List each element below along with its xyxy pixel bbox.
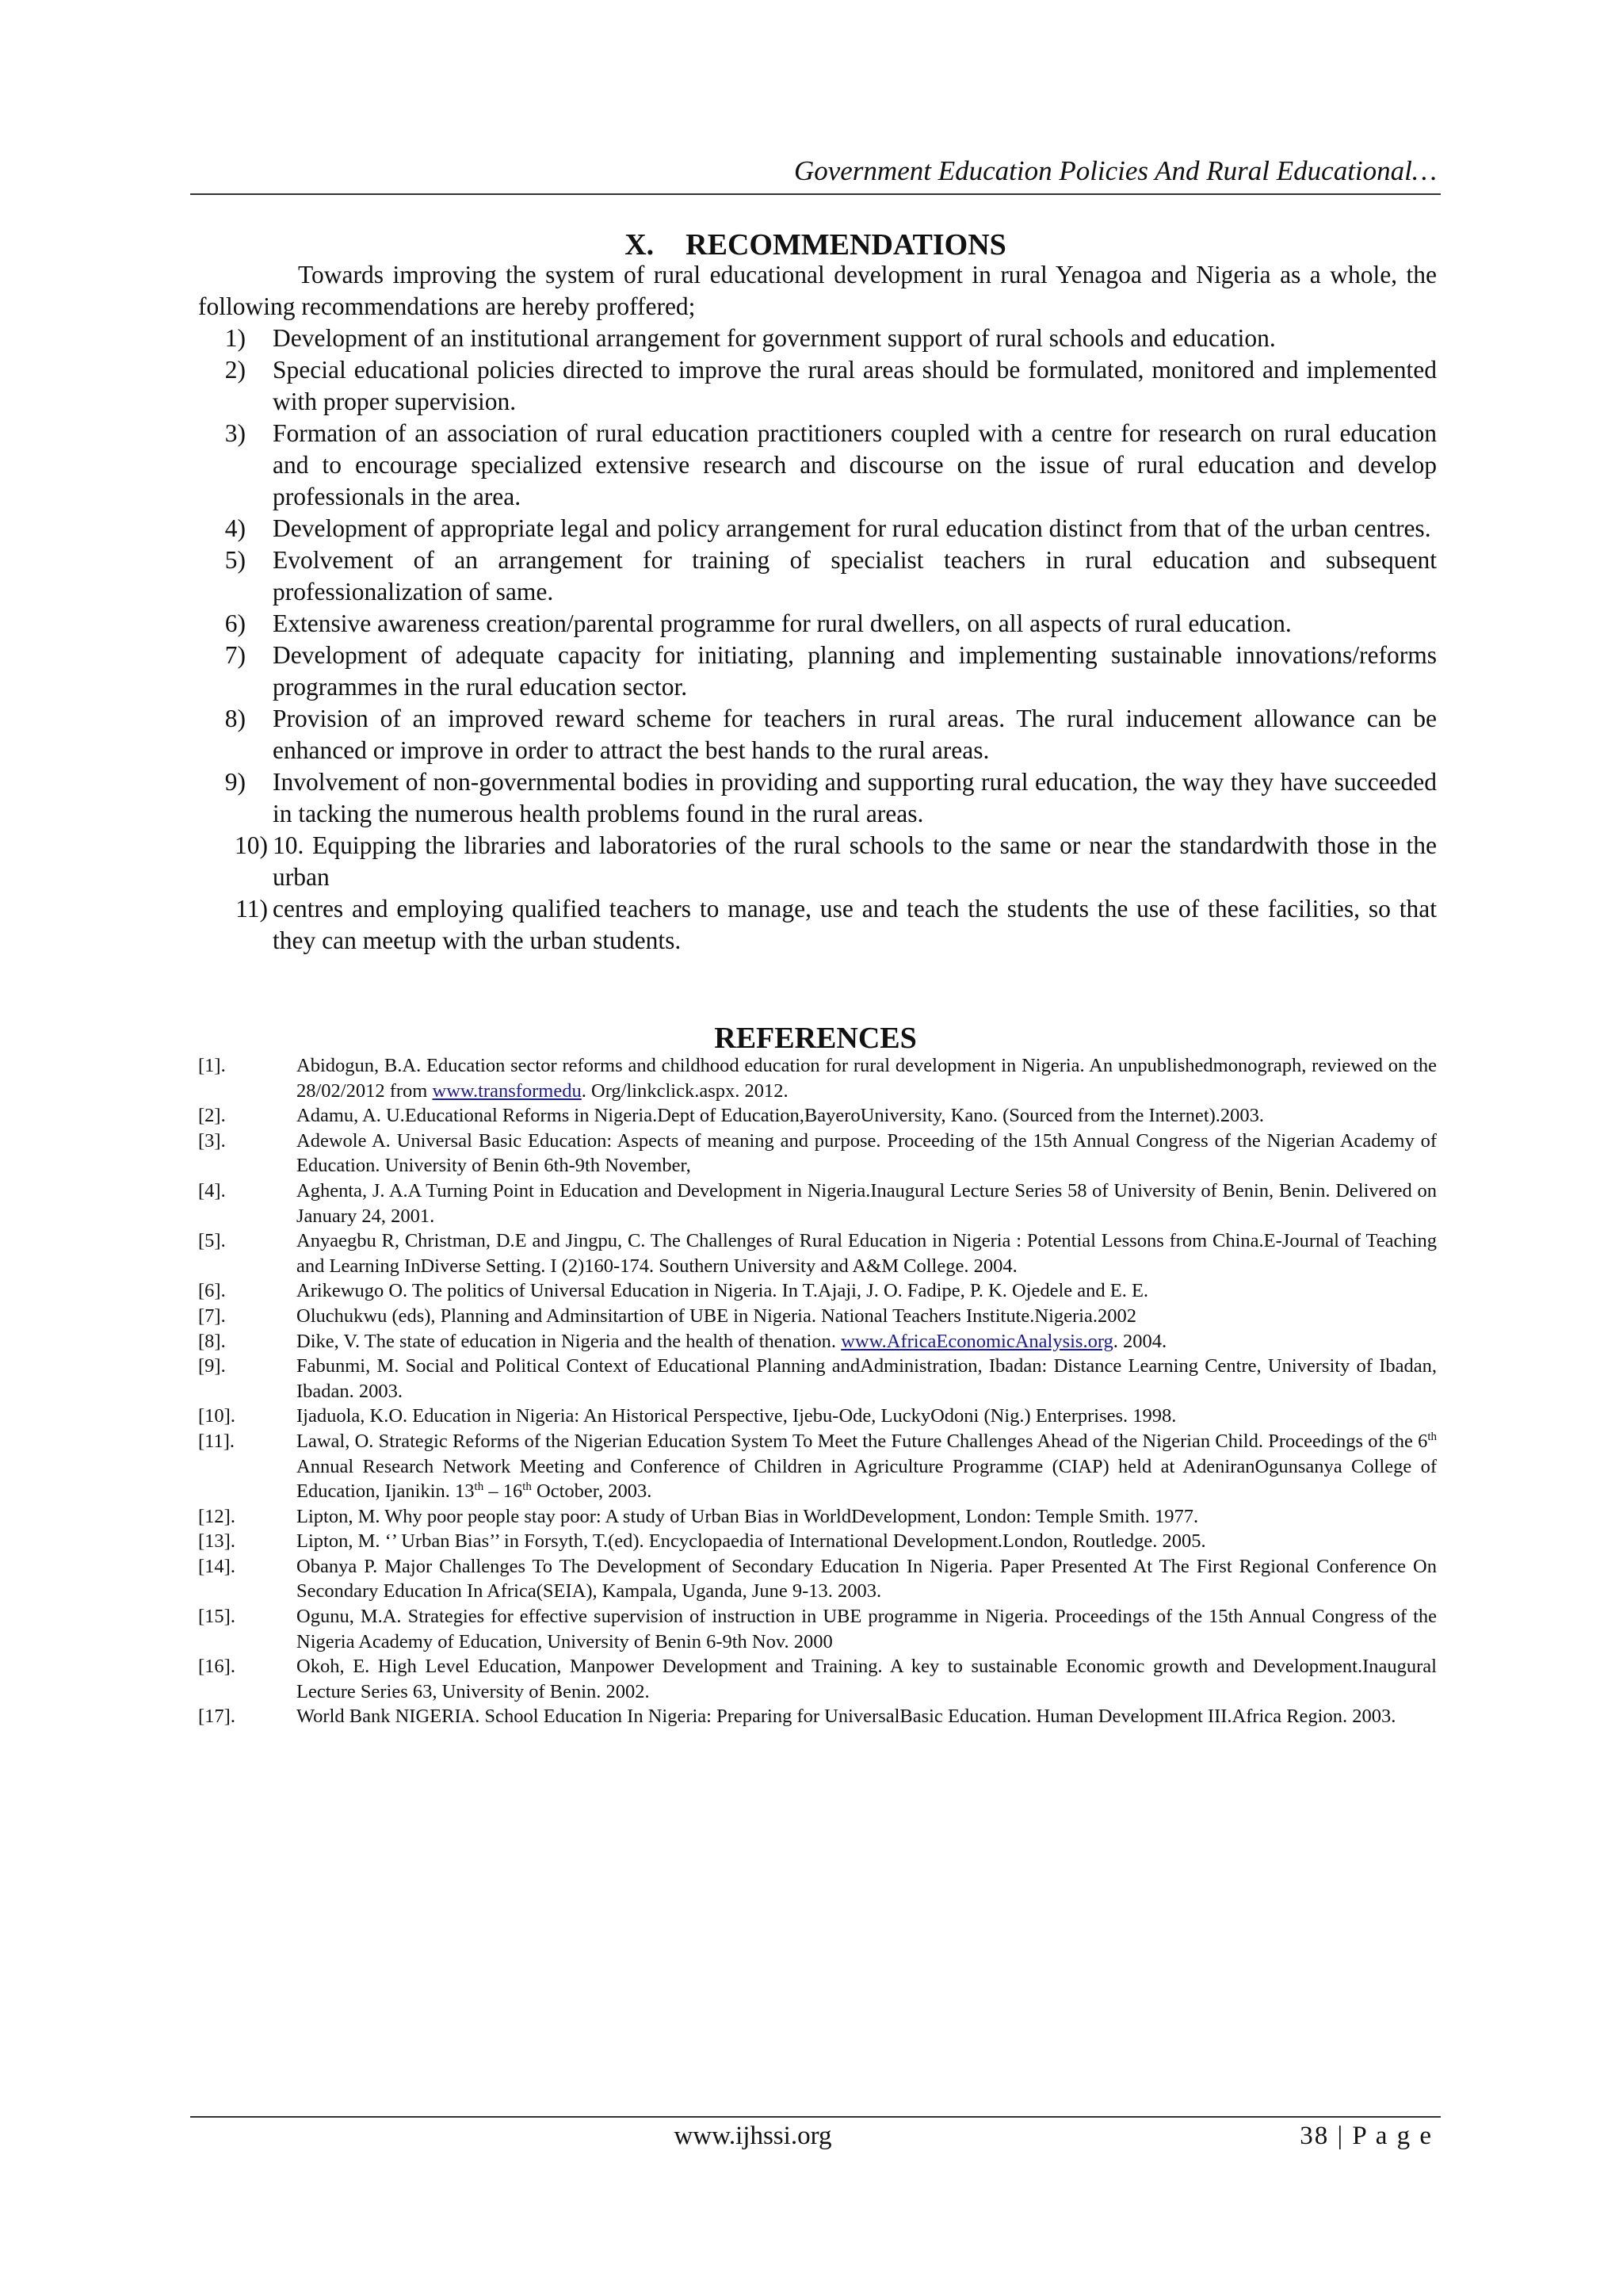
reference-number: [13]. [198,1530,235,1553]
reference-number: [12]. [198,1505,235,1527]
reference-text: Arikewugo O. The politics of Universal Education in Nigeria. In T.Ajaji, J. O. Fadipe, P. K. Ojedele and E. E. [296,1280,1149,1302]
reference-text: Lipton, M. ‘’ Urban Bias’’ in Forsyth, T.(ed). Encyclopaedia of International Development.London, Routledge. 2005. [296,1530,1206,1553]
recommendation-number: 11) [235,895,268,923]
reference-item [198,1504,1437,1530]
reference-text: Adamu, A. U.Educational Reforms in Nigeria.Dept of Education,BayeroUniversity, Kano. (Sourced from the Internet).2003. [296,1105,1265,1127]
recommendation-text: Evolvement of an arrangement for training of specialist teachers in rural education and subsequent professionalization of same. [273,546,1437,606]
references-list [198,1053,1437,1729]
reference-number: [17]. [198,1706,235,1728]
reference-number: [4]. [198,1179,226,1201]
reference-item [198,1228,1437,1278]
recommendation-text: Development of an institutional arrangement for government support of rural schools and education. [273,324,1276,352]
recommendation-item [198,544,1437,608]
reference-item [198,1704,1437,1729]
reference-item [198,1329,1437,1354]
references-heading: REFERENCES [714,1022,917,1055]
recommendation-number: 6) [224,609,246,637]
recommendation-number: 3) [224,419,246,447]
intro-paragraph: Towards improving the system of rural educational development in rural Yenagoa and Nigeria as a whole, the following recommendations are hereby proffered; [198,261,1437,320]
section-heading [190,227,1441,263]
reference-number: [6]. [198,1280,226,1302]
reference-number: [9]. [198,1355,226,1377]
reference-text: Obanya P. Major Challenges To The Development of Secondary Education In Nigeria. Paper Presented At The First Regional Conference On Secondary Education In Africa(SEIA), Kampala, Uganda, June 9-13. 2003. [296,1555,1437,1603]
reference-number: [2]. [198,1105,226,1127]
reference-link[interactable]: www.transformedu [432,1079,582,1102]
reference-text: Annual Research Network Meeting and Conference of Children in Agriculture Programme (CIAP) held at AdeniranOgunsanya College of Education, Ijanikin. 13 [296,1455,1437,1503]
reference-link[interactable]: www.AfricaEconomicAnalysis.org [841,1330,1113,1352]
reference-number: [15]. [198,1606,235,1628]
ordinal-superscript: th [474,1480,484,1493]
recommendation-text: Development of appropriate legal and policy arrangement for rural education distinct from that of the urban centres. [273,514,1431,542]
reference-item [198,1129,1437,1179]
recommendation-item [198,513,1437,544]
reference-number: [5]. [198,1230,226,1252]
reference-text: Ogunu, M.A. Strategies for effective supervision of instruction in UBE programme in Nigeria. Proceedings of the 15th Annual Congress of the Nigeria Academy of Education, University of Benin 6-9th Nov. 2000 [296,1606,1437,1652]
footer-url: www.ijhssi.org [674,2122,832,2150]
header-divider [190,193,1441,195]
recommendation-text: Involvement of non-governmental bodies in providing and supporting rural education, the way they have succeeded in tacking the numerous health problems found in the rural areas. [273,768,1437,827]
reference-text: Abidogun, B.A. Education sector reforms and childhood education for rural development in Nigeria. An unpublishedmonograph, reviewed on the 28/02/2012 from [296,1055,1437,1102]
recommendation-text: Special educational policies directed to improve the rural areas should be formulated, monitored and implemented with proper supervision. [273,356,1437,415]
reference-text: Dike, V. The state of education in Nigeria and the health of thenation. [296,1330,842,1352]
recommendation-item [198,830,1437,893]
recommendation-number: 7) [224,641,246,669]
recommendation-number: 4) [224,514,246,542]
reference-number: [1]. [198,1055,226,1076]
reference-item [198,1278,1437,1304]
recommendation-text: Formation of an association of rural education practitioners coupled with a centre for research on rural education and to encourage specialized extensive research and discourse on the issue of rural education and develop professionals in the area. [273,419,1437,510]
reference-text: Aghenta, J. A.A Turning Point in Education and Development in Nigeria.Inaugural Lecture Series 58 of University of Benin, Benin. Delivered on January 24, 2001. [296,1179,1437,1227]
recommendation-number: 9) [224,768,246,796]
reference-text: . Org/linkclick.aspx. 2012. [581,1079,789,1102]
recommendation-item [198,418,1437,513]
reference-item [198,1604,1437,1654]
ordinal-superscript: th [1427,1430,1437,1443]
recommendation-number: 8) [224,705,246,732]
reference-number: [16]. [198,1656,235,1678]
reference-text: Lipton, M. Why poor people stay poor: A study of Urban Bias in WorldDevelopment, London: Temple Smith. 1977. [296,1505,1199,1527]
reference-number: [11]. [198,1430,235,1452]
recommendation-text: Development of adequate capacity for initiating, planning and implementing sustainable innovations/reforms programmes in the rural education sector. [273,641,1437,701]
recommendations-list [198,323,1437,957]
reference-text: Ijaduola, K.O. Education in Nigeria: An Historical Perspective, Ijebu-Ode, LuckyOdoni (Nig.) Enterprises. 1998. [296,1405,1177,1427]
recommendations-body [198,259,1437,957]
reference-number: [3]. [198,1129,226,1152]
reference-text: World Bank NIGERIA. School Education In Nigeria: Preparing for UniversalBasic Education. Human Development III.Africa Region. 2003. [296,1706,1396,1728]
reference-number: [14]. [198,1555,235,1577]
recommendation-item [198,354,1437,418]
recommendation-item [198,766,1437,830]
ordinal-superscript: th [522,1480,532,1493]
reference-item [198,1304,1437,1329]
reference-item [198,1404,1437,1429]
reference-item [198,1429,1437,1504]
reference-item [198,1179,1437,1228]
reference-text: – 16 [483,1480,523,1503]
recommendation-item [198,640,1437,703]
section-number: X. [624,228,655,262]
reference-text: Adewole A. Universal Basic Education: Aspects of meaning and purpose. Proceeding of the 15th Annual Congress of the Nigerian Academy of Education. University of Benin 6th-9th November, [296,1129,1437,1177]
reference-number: [8]. [198,1330,226,1352]
recommendation-text: Extensive awareness creation/parental programme for rural dwellers, on all aspects of rural education. [273,609,1292,637]
recommendation-item [198,703,1437,766]
reference-text: Okoh, E. High Level Education, Manpower Development and Training. A key to sustainable Economic growth and Development.Inaugural Lecture Series 63, University of Benin. 2002. [296,1656,1437,1702]
reference-number: [10]. [198,1405,235,1427]
reference-item [198,1354,1437,1404]
recommendation-number: 1) [224,324,246,352]
reference-text: October, 2003. [531,1480,652,1503]
reference-item [198,1529,1437,1554]
recommendation-item [198,323,1437,354]
reference-text: Anyaegbu R, Christman, D.E and Jingpu, C. The Challenges of Rural Education in Nigeria : Potential Lessons from China.E-Journal of Teaching and Learning InDiverse Setting. I (2)160-174. Southern University and A&M College. 2004. [296,1230,1437,1277]
reference-item [198,1654,1437,1704]
reference-text: Lawal, O. Strategic Reforms of the Nigerian Education System To Meet the Future Challenges Ahead of the Nigerian Child. Proceedings of the 6 [296,1430,1428,1452]
running-header: Government Education Policies And Rural Educational… [793,155,1437,186]
page-number: 38 | P a g e [1300,2122,1433,2150]
reference-item [198,1103,1437,1129]
recommendation-number: 10) [235,831,268,859]
reference-number: [7]. [198,1305,226,1327]
reference-item [198,1053,1437,1103]
recommendation-number: 5) [224,546,246,574]
reference-text: Fabunmi, M. Social and Political Context of Educational Planning andAdministration, Ibadan: Distance Learning Centre, University of Ibadan, Ibadan. 2003. [296,1355,1437,1402]
recommendation-item [198,893,1437,957]
recommendation-item [198,608,1437,640]
reference-item [198,1554,1437,1604]
recommendation-text: centres and employing qualified teachers to manage, use and teach the students the use of these facilities, so that they can meetup with the urban students. [273,895,1437,954]
recommendation-number: 2) [224,356,246,384]
reference-text: . 2004. [1113,1330,1167,1352]
reference-text: Oluchukwu (eds), Planning and Adminsitartion of UBE in Nigeria. National Teachers Institute.Nigeria.2002 [296,1305,1136,1327]
section-title: RECOMMENDATIONS [685,228,1006,262]
recommendation-text: 10. Equipping the libraries and laboratories of the rural schools to the same or near the standardwith those in the urban [273,831,1437,891]
recommendation-text: Provision of an improved reward scheme for teachers in rural areas. The rural inducement allowance can be enhanced or improve in order to attract the best hands to the rural areas. [273,705,1437,764]
